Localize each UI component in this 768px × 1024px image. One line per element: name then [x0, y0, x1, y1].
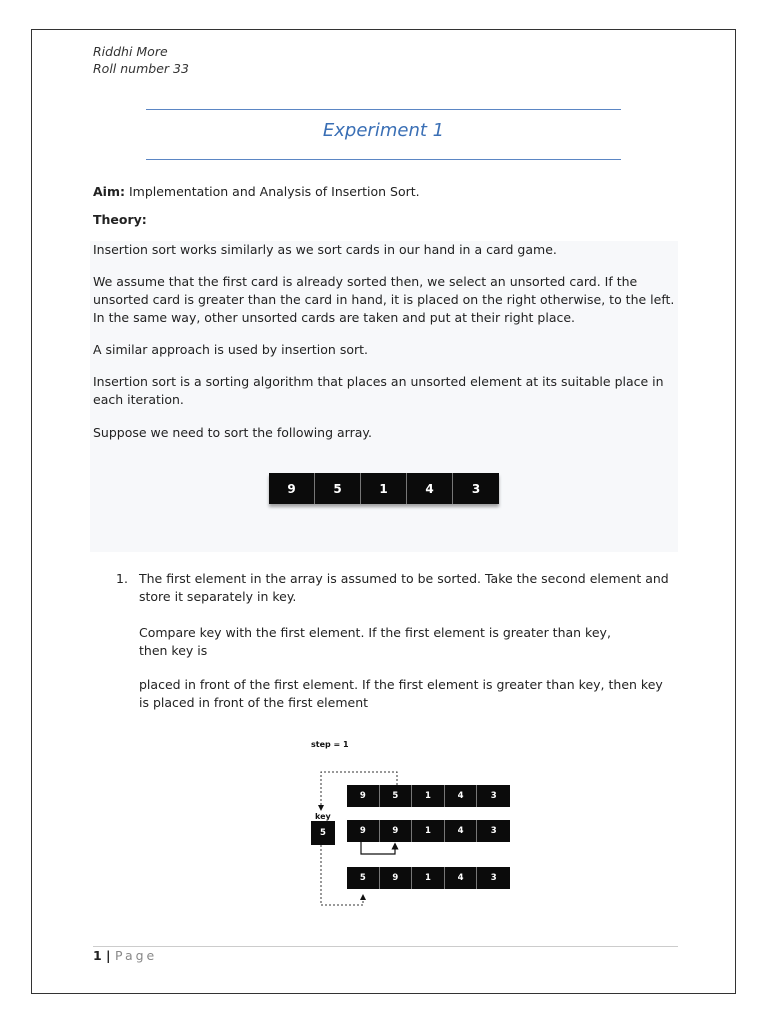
- theory-paragraph-5: Suppose we need to sort the following array.: [93, 425, 372, 440]
- array-cell: 3: [477, 867, 510, 889]
- theory-paragraph-4-line-2: each iteration.: [93, 392, 184, 407]
- array-cell: 9: [347, 820, 380, 842]
- array-cell: 1: [361, 473, 407, 504]
- diagram-row-1: [347, 785, 510, 807]
- array-cell: 5: [315, 473, 361, 504]
- step-paragraph-1-line-1: The first element in the array is assumed to be sorted. Take the second element and: [139, 571, 669, 586]
- theory-paragraph-4: [93, 373, 664, 409]
- page-word: Page: [114, 948, 158, 963]
- step-paragraph-1-line-2: store it separately in key.: [139, 589, 297, 604]
- theory-paragraph-4-line-1: Insertion sort is a sorting algorithm that places an unsorted element at its suitable place in: [93, 374, 664, 389]
- author-name: Riddhi More: [93, 44, 168, 59]
- diagram-row-2: [347, 820, 510, 842]
- key-box: 5: [311, 821, 335, 845]
- array-cell: 4: [445, 785, 478, 807]
- step-paragraph-3: [139, 676, 679, 712]
- aim-text: Implementation and Analysis of Insertion Sort.: [124, 184, 420, 199]
- theory-paragraph-3: A similar approach is used by insertion sort.: [93, 342, 368, 357]
- roll-number: Roll number 33: [93, 61, 189, 76]
- array-cell: 4: [445, 820, 478, 842]
- step-paragraph-2-line-1: Compare key with the first element. If the first element is greater than key,: [139, 625, 611, 640]
- array-cell: 4: [407, 473, 453, 504]
- list-number: 1.: [116, 571, 128, 586]
- key-label: key: [315, 812, 331, 821]
- step-paragraph-3-line-1: placed in front of the first element. If the first element is greater than key, then key: [139, 677, 663, 692]
- title-rule-top: [146, 109, 621, 110]
- theory-paragraph-2-line-1: We assume that the first card is already sorted then, we select an unsorted card. If the: [93, 274, 638, 289]
- step-paragraph-2: [139, 624, 679, 660]
- aim-line: [93, 183, 420, 201]
- theory-label: Theory:: [93, 212, 147, 227]
- array-cell: 4: [445, 867, 478, 889]
- array-cell: 1: [412, 867, 445, 889]
- page-title: Experiment 1: [322, 120, 445, 141]
- title-rule-bottom: [146, 159, 621, 160]
- initial-array: [269, 473, 499, 504]
- array-cell: 9: [380, 867, 413, 889]
- array-cell: 5: [380, 785, 413, 807]
- theory-paragraph-1: Insertion sort works similarly as we sort cards in our hand in a card game.: [93, 242, 557, 257]
- array-cell: 3: [453, 473, 499, 504]
- step-paragraph-1: [139, 570, 679, 606]
- array-cell: 9: [347, 785, 380, 807]
- footer-rule: [93, 946, 678, 947]
- diagram-step-label: step = 1: [311, 740, 349, 749]
- footer-separator: |: [101, 948, 115, 963]
- array-cell: 9: [380, 820, 413, 842]
- array-cell: 9: [269, 473, 315, 504]
- shift-arrow: [361, 842, 395, 854]
- theory-paragraph-2-line-3: In the same way, other unsorted cards are taken and put at their right place.: [93, 310, 576, 325]
- array-cell: 3: [477, 820, 510, 842]
- page-number: 1: [93, 948, 102, 963]
- step-paragraph-3-line-2: is placed in front of the first element: [139, 695, 369, 710]
- array-cell: 1: [412, 820, 445, 842]
- author-block: [93, 43, 189, 77]
- step-paragraph-2-line-2: then key is: [139, 643, 208, 658]
- array-cell: 1: [412, 785, 445, 807]
- aim-label: Aim:: [93, 184, 125, 199]
- array-cell: 3: [477, 785, 510, 807]
- page-footer: [93, 948, 157, 963]
- theory-paragraph-2: [93, 273, 674, 327]
- theory-paragraph-2-line-2: unsorted card is greater than the card in hand, it is placed on the right otherwise, to the left.: [93, 292, 675, 307]
- diagram-row-3: [347, 867, 510, 889]
- array-cell: 5: [347, 867, 380, 889]
